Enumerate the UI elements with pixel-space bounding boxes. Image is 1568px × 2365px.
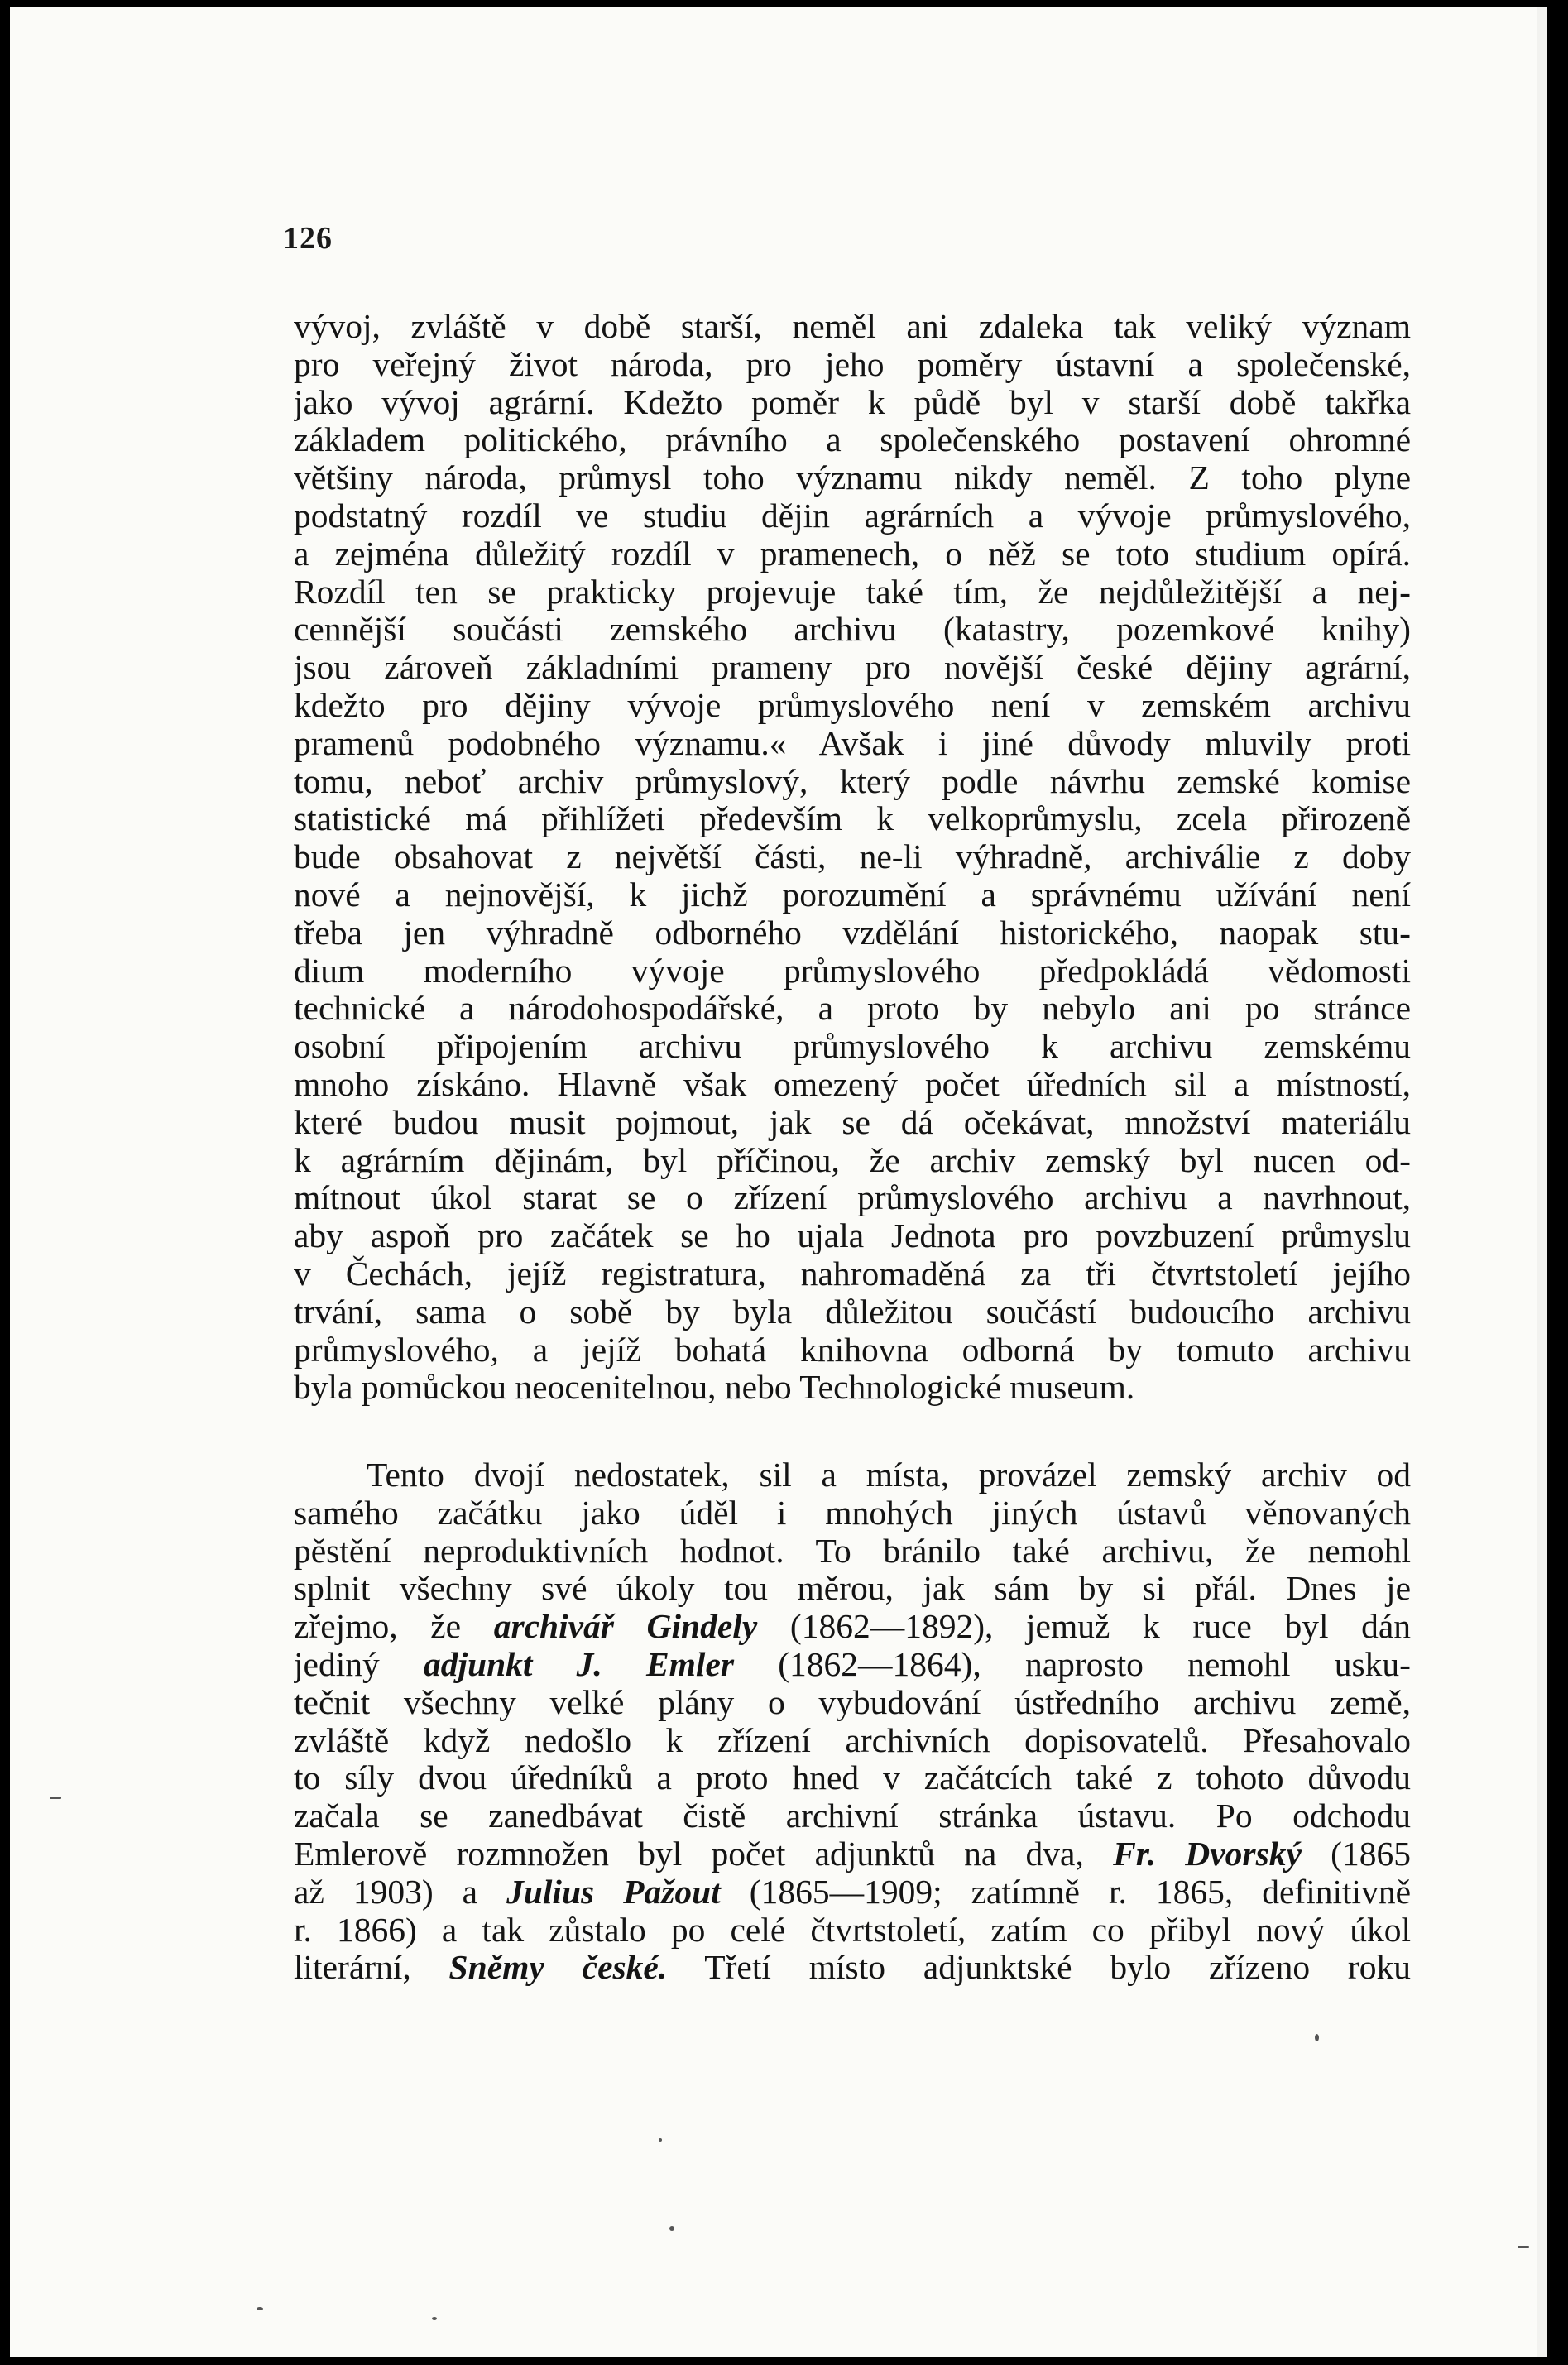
text-run: (1865—1909; zatímně r. 1865, definitivně [720,1873,1411,1911]
text-line: Tento dvojí nedostatek, sil a místa, provázel zemský archiv od [367,1456,1411,1494]
text-run: (1865 [1301,1835,1411,1873]
italic-name: adjunkt J. Emler [423,1645,735,1683]
text-line [294,1949,1411,1987]
text-line: osobní připojením archivu průmyslového k archivu zemskému [294,1028,1411,1066]
text-line: vývoj, zvláště v době starší, neměl ani zdaleka tak veliký význam [294,308,1411,345]
text-line: mnoho získáno. Hlavně však omezený počet úředních sil a místností, [294,1065,1411,1103]
scan-speck [432,2317,437,2320]
text-line: technické a národohospodářské, a proto by nebylo ani po stránce [294,990,1411,1028]
text-line: nové a nejnovější, k jichž porozumění a správnému užívání není [294,875,1411,914]
text-run: (1862—1864), naprosto nemohl usku- [734,1645,1411,1683]
text-line: tomu, neboť archiv průmyslový, který podle návrhu zemské komise [294,762,1411,800]
text-line: pro veřejný život národa, pro jeho poměry ústavní a společenské, [294,345,1411,383]
scan-speck [257,2307,263,2310]
text-line [294,1873,1411,1912]
text-line: jsou zároveň základními prameny pro novější české dějiny agrární, [294,649,1411,687]
text-run: (1862—1892), jemuž k ruce byl dán [757,1608,1411,1646]
text-line [294,1646,1411,1684]
text-line: bude obsahovat z největší části, ne-li výhradně, archiválie z doby [294,838,1411,876]
paragraph-2 [294,1456,1411,1987]
text-run: Třetí místo adjunktské bylo zřízeno roku [667,1949,1411,1987]
text-line: průmyslového, a jejíž bohatá knihovna odborná by tomuto archivu [294,1331,1411,1369]
text-line: v Čechách, jejíž registratura, nahromaděná za tři čtvrtstoletí jejího [294,1254,1411,1293]
text-run: zřejmo, že [294,1608,494,1646]
text-line: zvláště když nedošlo k zřízení archivních dopisovatelů. Přesahovalo [294,1721,1411,1759]
text-line: Rozdíl ten se prakticky projevuje také tím, že nejdůležitější a nej- [294,573,1411,611]
text-line: pěstění neproduktivních hodnot. To bránilo také archivu, že nemohl [294,1532,1411,1570]
text-run: Emlerově rozmnožen byl počet adjunktů na dva, [294,1835,1114,1873]
text-line: mítnout úkol starat se o zřízení průmyslového archivu a navrhnout, [294,1179,1411,1217]
text-line: základem politického, právního a společenského postavení ohromné [294,421,1411,459]
text-line [294,1835,1411,1873]
scan-speck [669,2226,674,2231]
text-line: cennější součásti zemského archivu (katastry, pozemkové knihy) [294,611,1411,649]
text-line: kdežto pro dějiny vývoje průmyslového není v zemském archivu [294,686,1411,724]
scan-speck [659,2138,662,2142]
text-line: většiny národa, průmysl toho významu nikdy neměl. Z toho plyne [294,459,1411,497]
text-line: samého začátku jako úděl i mnohých jiných ústavů věnovaných [294,1494,1411,1532]
scan-speck [50,1797,61,1799]
scan-speck [1315,2034,1319,2041]
document-page [10,7,1537,2357]
italic-name: Julius Pažout [506,1873,721,1911]
text-line [294,1608,1411,1646]
text-line: dium moderního vývoje průmyslového předpokládá vědomosti [294,952,1411,990]
text-run: literární, [294,1949,449,1987]
paragraph-1 [294,308,1411,1407]
italic-name: Fr. Dvorský [1113,1835,1302,1873]
text-line: začala se zanedbávat čistě archivní stránka ústavu. Po odchodu [294,1797,1411,1835]
text-line: tečnit všechny velké plány o vybudování ústředního archivu země, [294,1683,1411,1721]
scan-speck [1518,2246,1529,2248]
italic-name: Sněmy české. [448,1949,668,1987]
text-line: to síly dvou úředníků a proto hned v začátcích také z tohoto důvodu [294,1759,1411,1797]
page-number: 126 [283,221,333,256]
text-line: podstatný rozdíl ve studiu dějin agrárních a vývoje průmyslového, [294,497,1411,535]
text-line: které budou musit pojmout, jak se dá očekávat, množství materiálu [294,1103,1411,1141]
text-run: až 1903) a [294,1873,507,1911]
text-line: r. 1866) a tak zůstalo po celé čtvrtstoletí, zatím co přibyl nový úkol [294,1911,1411,1949]
text-line: jako vývoj agrární. Kdežto poměr k půdě byl v starší době takřka [294,383,1411,421]
text-line: k agrárním dějinám, byl příčinou, že archiv zemský byl nucen od- [294,1141,1411,1179]
text-line: pramenů podobného významu.« Avšak i jiné důvody mluvily proti [294,724,1411,762]
italic-name: archivář Gindely [493,1608,758,1646]
text-line: byla pomůckou neocenitelnou, nebo Technologické museum. [294,1369,1135,1407]
scan-edge [1537,7,1547,2357]
text-line: trvání, sama o sobě by byla důležitou součástí budoucího archivu [294,1293,1411,1331]
text-line: a zejména důležitý rozdíl v pramenech, o něž se toto studium opírá. [294,535,1411,573]
text-run: jediný [294,1645,424,1683]
text-line: statistické má přihlížeti především k velkoprůmyslu, zcela přirozeně [294,800,1411,838]
text-line: třeba jen výhradně odborného vzdělání historického, naopak stu- [294,914,1411,952]
text-line: splnit všechny své úkoly tou měrou, jak sám by si přál. Dnes je [294,1570,1411,1608]
text-line: aby aspoň pro začátek se ho ujala Jednota pro povzbuzení průmyslu [294,1217,1411,1255]
